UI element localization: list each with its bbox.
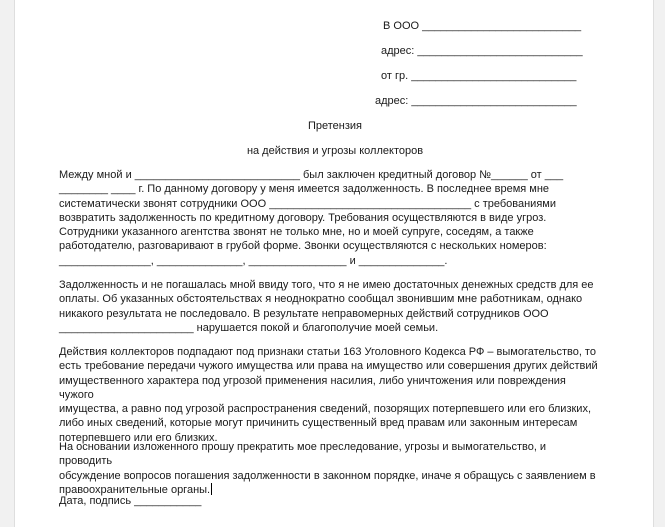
- sender-line[interactable]: от гр. ___________________________: [381, 70, 577, 82]
- paragraph-2[interactable]: Задолженность и не погашалась мной ввиду того, что я не имею достаточных денежных средств для ее оплаты. Об указанных обстоятельствах я неоднократно сообщал звонившим мне работникам, однако никакого результата не последовало. В результате неправомерных действий сотрудников ООО ______________________ нарушается покой и благополучие моей семьи.: [59, 279, 594, 334]
- document-page: [14, 0, 654, 527]
- addressee-address-line[interactable]: адрес: ___________________________: [381, 45, 583, 57]
- document-subtitle[interactable]: на действия и угрозы коллекторов: [246, 145, 424, 157]
- paragraph-1[interactable]: Между мной и ___________________________ был заключен кредитный договор №______ от ___ ________ ____ г. По данному договору у меня имеется задолженность. В последнее время мне систематически звонят сотрудники ООО _________________________________ с требованиями возвратить задолженность по кредитному договору. Требования осуществляются в виде угроз. Сотрудники указанного агентства звонят не только мне, но и моей супруге, соседям, а также работодателю, разговаривают в грубой форме. Звонки осуществляются с нескольких номеров: _______________, ______________, ________________ и ______________.: [59, 169, 564, 267]
- sender-address-line[interactable]: адрес: ___________________________: [375, 95, 577, 107]
- paragraph-4[interactable]: [59, 440, 599, 497]
- paragraph-4-text: На основании изложенного прошу прекратить мое преследование, угрозы и вымогательство, и проводить обсуждение вопросов погашения задолженности в законном порядке, иначе я обращусь с заявлением в правоохранительные органы.: [59, 441, 596, 496]
- document-title[interactable]: Претензия: [307, 120, 363, 132]
- text-cursor: [211, 483, 212, 495]
- addressee-line[interactable]: В ООО __________________________: [383, 20, 582, 32]
- signature-line[interactable]: Дата, подпись ___________: [59, 495, 202, 507]
- paragraph-3[interactable]: Действия коллекторов подпадают под признаки статьи 163 Уголовного Кодекса РФ – вымогательство, то есть требование передачи чужого имущества или права на имущество или совершения других действий имущественного характера под угрозой применения насилия, либо уничтожения или повреждения чужого имущества, а равно под угрозой распространения сведений, позорящих потерпевшего или его близких, либо иных сведений, которые могут причинить существенный вред правам или законным интересам потерпевшего или его близких.: [59, 346, 598, 444]
